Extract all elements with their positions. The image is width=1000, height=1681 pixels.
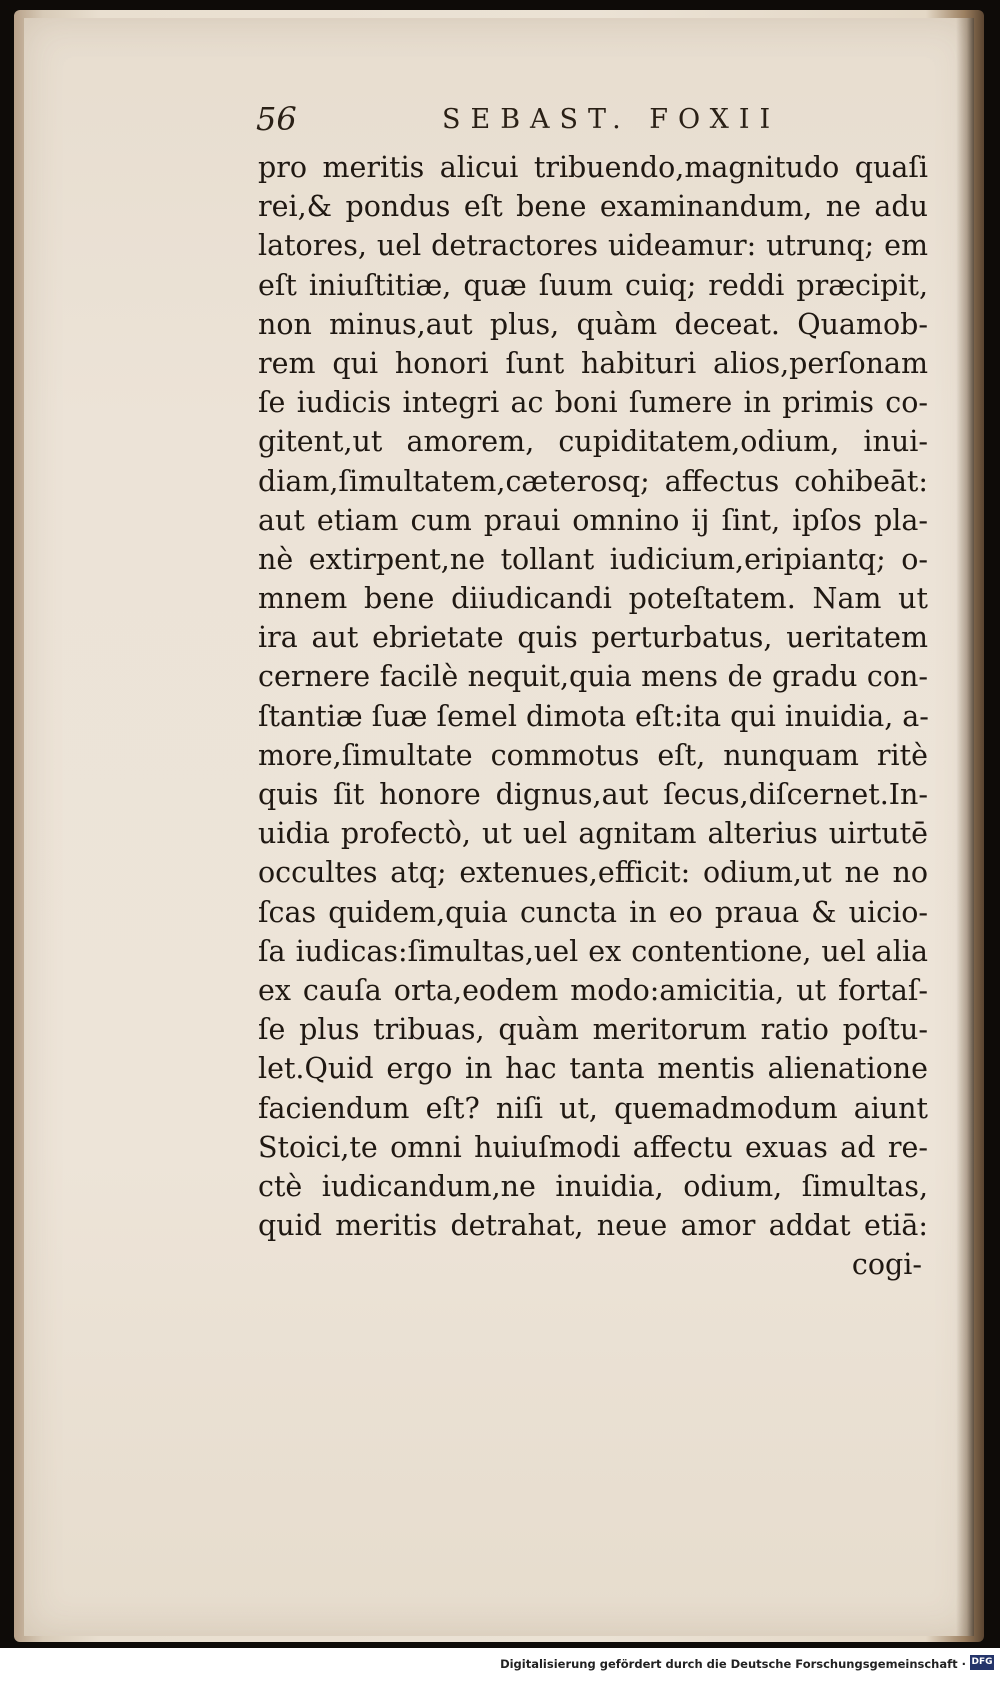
text-line: non minus,aut plus, quàm deceat. Quamob- — [258, 307, 928, 341]
text-line: quid meritis detrahat, neue amor addat etiā: — [258, 1209, 928, 1243]
text-line: ſe iudicis integri ac boni ſumere in primis co- — [258, 386, 928, 420]
text-line: eſt iniuſtitiæ, quæ ſuum cuiq; reddi præcipit, — [258, 268, 928, 302]
text-line: quis ſit honore dignus,aut ſecus,diſcernet.In- — [258, 778, 928, 811]
text-line: ſa iudicas:ſimultas,uel ex contentione, uel alia — [258, 934, 928, 968]
text-line: ex cauſa orta,eodem modo:amicitia, ut fortaſ- — [258, 973, 928, 1007]
text-line: rem qui honori ſunt habituri alios,perſonam — [258, 346, 928, 380]
text-line: occultes atq; extenues,efficit: odium,ut ne no — [258, 856, 928, 890]
book-spine-shadow — [956, 18, 974, 1636]
text-line: latores, uel detractores uideamur: utrunq; em — [258, 229, 928, 263]
text-line: aut etiam cum praui omnino ij ſint, ipſos pla- — [258, 503, 928, 537]
text-line: ſtantiæ ſuæ ſemel dimota eſt:ita qui inuidia, a- — [258, 699, 929, 733]
text-line: pro meritis alicui tribuendo,magnitudo quaſi — [258, 151, 928, 184]
text-line: let.Quid ergo in hac tanta mentis alienatione — [258, 1052, 928, 1086]
text-line: Stoici,te omni huiuſmodi affectu exuas ad re- — [258, 1130, 928, 1164]
text-line: gitent,ut amorem, cupiditatem,odium, inui- — [258, 425, 928, 459]
text-line: ſe plus tribuas, quàm meritorum ratio poſtu- — [258, 1013, 928, 1047]
text-line: diam,ſimultatem,cæterosq; affectus cohibeāt: — [258, 464, 928, 498]
text-line: faciendum eſt? niſi ut, quemadmodum aiunt — [258, 1091, 928, 1125]
text-line: ctè iudicandum,ne inuidia, odium, ſimultas, — [258, 1169, 928, 1203]
text-line: mnem bene diiudicandi poteſtatem. Nam ut — [258, 582, 928, 616]
digitization-footer — [0, 1648, 1000, 1681]
text-line: uidia profectò, ut uel agnitam alterius uirtutē — [258, 817, 928, 851]
page-number: 56 — [256, 100, 297, 138]
page-header — [234, 92, 854, 138]
body-text — [258, 148, 928, 1284]
text-line: more,ſimultate commotus eſt, nunquam ritè — [258, 738, 928, 772]
catchword: cogi- — [851, 1248, 922, 1282]
text-line: cernere facilè nequit,quia mens de gradu con- — [258, 660, 928, 694]
text-line: nè extirpent,ne tollant iudicium,eripiantq; o- — [258, 542, 928, 576]
text-line: ſcas quidem,quia cuncta in eo praua & uicio- — [258, 895, 928, 929]
text-line: rei,& pondus eſt bene examinandum, ne adu — [258, 190, 928, 224]
dfg-logo: DFG — [970, 1655, 994, 1670]
running-head: SEBAST. FOXII — [442, 104, 781, 135]
text-line: ira aut ebrietate quis perturbatus, ueritatem — [258, 621, 928, 655]
footer-credit: Digitalisierung gefördert durch die Deutsche Forschungsgemeinschaft · — [500, 1657, 966, 1671]
